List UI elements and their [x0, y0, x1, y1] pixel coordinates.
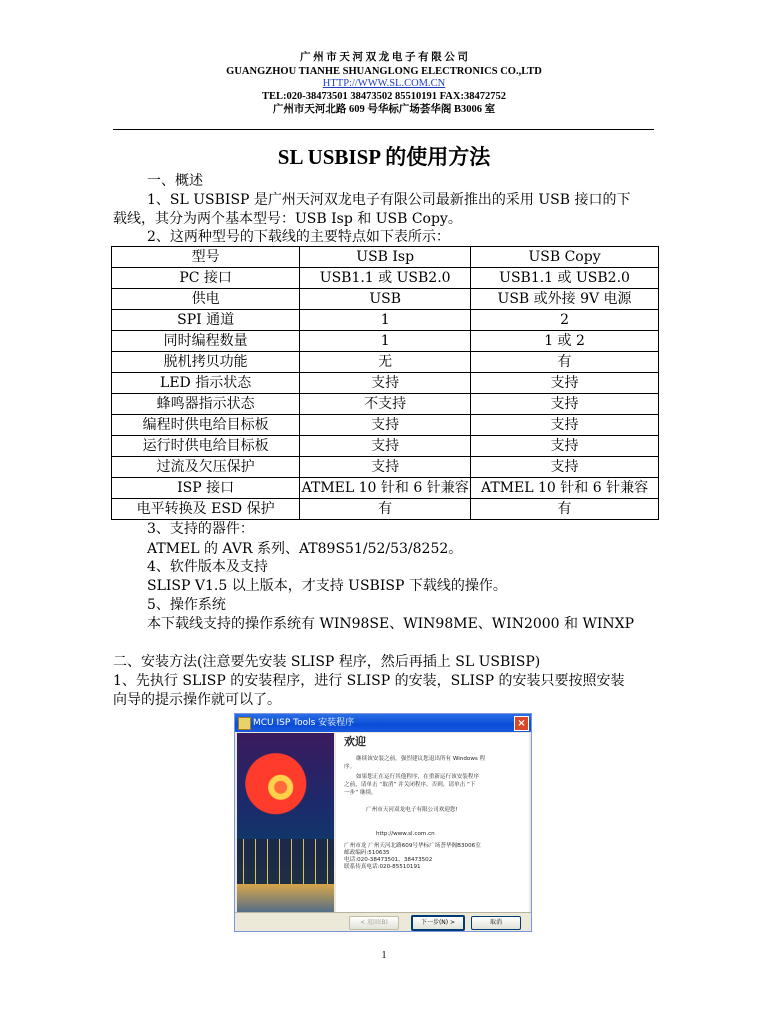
city-skyline: [237, 839, 334, 884]
table-cell: 电平转换及 ESD 保护: [112, 499, 300, 520]
table-cell: 支持: [300, 415, 471, 436]
table-cell: 支持: [471, 436, 659, 457]
table-row: [112, 331, 659, 352]
table-cell: USB1.1 或 USB2.0: [300, 268, 471, 289]
table-cell: 支持: [471, 415, 659, 436]
page-title: SL USBISP 的使用方法: [277, 145, 491, 169]
table-cell: 支持: [471, 457, 659, 478]
installer-window-title: MCU ISP Tools 安装程序: [253, 718, 355, 728]
table-row: [112, 352, 659, 373]
table-cell: 支持: [300, 436, 471, 457]
table-row: [112, 478, 659, 499]
table-cell: 有: [471, 352, 659, 373]
table-cell: ISP 接口: [112, 478, 300, 499]
installer-web: http://www.sl.com.cn: [376, 831, 435, 837]
table-cell: 脱机拷贝功能: [112, 352, 300, 373]
install-paragraph-1b: 向导的提示操作就可以了。: [113, 692, 281, 708]
table-row: [112, 415, 659, 436]
table-row: [112, 436, 659, 457]
table-cell: USB1.1 或 USB2.0: [471, 268, 659, 289]
table-cell: 过流及欠压保护: [112, 457, 300, 478]
header-company-cn: 广 州 市 天 河 双 龙 电 子 有 限 公 司: [300, 52, 468, 63]
table-cell: SPI 通道: [112, 310, 300, 331]
paragraph-2: 2、这两种型号的下载线的主要特点如下表所示：: [147, 229, 450, 245]
paragraph-5: 5、操作系统: [147, 597, 226, 613]
water-reflection: [237, 884, 334, 914]
table-cell: 支持: [471, 373, 659, 394]
table-cell: ATMEL 10 针和 6 针兼容: [300, 478, 471, 499]
installer-line1: 继续该安装之前，强烈建议您退出所有 Windows 程: [356, 756, 486, 762]
table-row: [112, 289, 659, 310]
paragraph-1a: 1、SL USBISP 是广州天河双龙电子有限公司最新推出的采用 USB 接口的下: [147, 192, 631, 208]
installer-line2: 序。: [344, 764, 356, 770]
paragraph-5-value: 本下载线支持的操作系统有 WIN98SE、WIN98ME、WIN2000 和 WINXP: [147, 616, 635, 632]
header-contact: TEL:020-38473501 38473502 85510191 FAX:38472752: [262, 91, 506, 102]
table-row: [112, 394, 659, 415]
cancel-button[interactable]: 取消: [471, 916, 521, 930]
back-button[interactable]: < 返回(B): [349, 916, 399, 930]
table-cell: PC 接口: [112, 268, 300, 289]
section-overview-heading: 一、概述: [147, 173, 203, 189]
table-cell: 有: [471, 499, 659, 520]
table-row: [112, 268, 659, 289]
header-address: 广州市天河北路 609 号华标广场荟华阁 B3006 室: [272, 104, 496, 115]
spec-table: [111, 246, 659, 520]
table-row: [112, 499, 659, 520]
table-cell: 支持: [300, 457, 471, 478]
table-cell: USB: [300, 289, 471, 310]
table-cell: 同时编程数量: [112, 331, 300, 352]
table-cell: 1: [300, 310, 471, 331]
table-cell: USB Copy: [471, 247, 659, 268]
installer-address: 广州市龙 广州天河北路609号华标广场荟华阁B3006室: [344, 843, 481, 849]
installer-company: 广州市天河双龙电子有限公司欢迎您!: [366, 807, 458, 813]
table-cell: 1: [300, 331, 471, 352]
table-cell: 不支持: [300, 394, 471, 415]
installer-titlebar: [235, 714, 531, 732]
installer-line4: 之前，请单击 “取消” 并关闭程序，否则，请单击 “下: [344, 782, 476, 788]
table-cell: 蜂鸣器指示状态: [112, 394, 300, 415]
table-cell: USB Isp: [300, 247, 471, 268]
paragraph-3: 3、支持的器件：: [147, 521, 254, 537]
install-paragraph-1a: 1、先执行 SLISP 的安装程序，进行 SLISP 的安装，SLISP 的安装只要按照安装: [113, 673, 625, 689]
table-cell: 运行时供电给目标板: [112, 436, 300, 457]
installer-tel: 电话:020-38473501、38473502: [344, 857, 433, 863]
next-button[interactable]: 下一步(N) >: [411, 915, 465, 931]
header-company-en: GUANGZHOU TIANHE SHUANGLONG ELECTRONICS CO.,LTD: [226, 66, 542, 77]
table-cell: 支持: [300, 373, 471, 394]
installer-zip: 邮政编码:510635: [344, 850, 390, 856]
installer-line5: 一步” 继续。: [344, 790, 377, 796]
installer-button-bar: [235, 912, 531, 931]
table-cell: 有: [300, 499, 471, 520]
table-row: [112, 310, 659, 331]
header-divider: [113, 129, 654, 130]
app-icon: [238, 717, 251, 730]
header-url-link[interactable]: HTTP://WWW.SL.COM.CN: [322, 78, 446, 89]
table-cell: USB 或外接 9V 电源: [471, 289, 659, 310]
paragraph-4: 4、软件版本及支持: [147, 559, 268, 575]
paragraph-4-value: SLISP V1.5 以上版本，才支持 USBISP 下载线的操作。: [147, 578, 507, 594]
table-row: [112, 457, 659, 478]
page-number: 1: [381, 950, 387, 961]
paragraph-3-value: ATMEL 的 AVR 系列、AT89S51/52/53/8252。: [147, 541, 463, 557]
table-row: [112, 373, 659, 394]
section-install-heading: 二、安装方法(注意要先安装 SLISP 程序，然后再插上 SL USBISP): [113, 654, 541, 670]
close-icon[interactable]: ×: [514, 716, 529, 731]
table-cell: 供电: [112, 289, 300, 310]
table-cell: ATMEL 10 针和 6 针兼容: [471, 478, 659, 499]
installer-welcome-heading: 欢迎: [344, 735, 366, 748]
table-cell: 1 或 2: [471, 331, 659, 352]
table-cell: LED 指示状态: [112, 373, 300, 394]
installer-content: [336, 733, 529, 914]
table-cell: 型号: [112, 247, 300, 268]
fireworks-city-image: [237, 733, 334, 914]
table-cell: 2: [471, 310, 659, 331]
installer-line3: 如果您正在运行其他程序，在重新运行该安装程序: [356, 774, 480, 780]
table-cell: 无: [300, 352, 471, 373]
table-cell: 支持: [471, 394, 659, 415]
header-url-line: [0, 77, 768, 91]
installer-screenshot: [234, 713, 532, 932]
installer-fax: 联系传真电话:020-85510191: [344, 864, 421, 870]
paragraph-1b: 载线，其分为两个基本型号：USB Isp 和 USB Copy。: [113, 211, 462, 227]
table-row: [112, 247, 659, 268]
table-cell: 编程时供电给目标板: [112, 415, 300, 436]
